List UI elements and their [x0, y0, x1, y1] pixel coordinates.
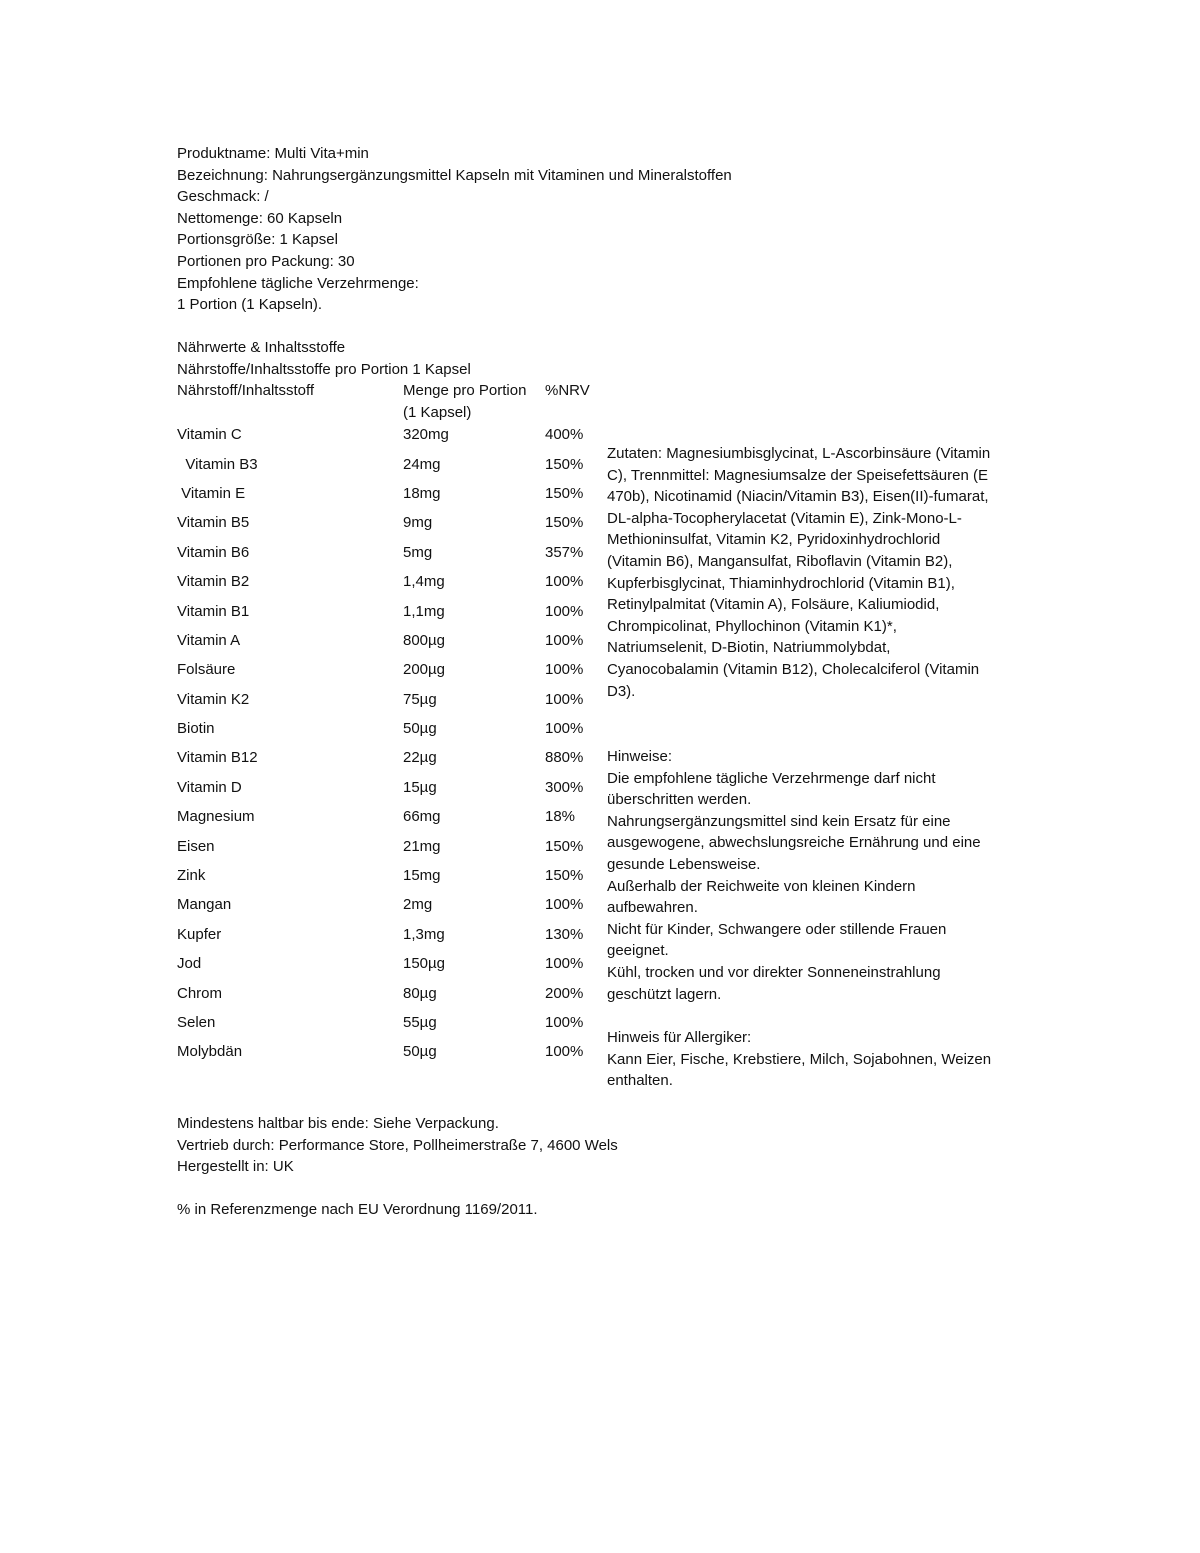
nutrient-row: [177, 512, 607, 541]
nutrient-amount: 18mg: [403, 484, 441, 502]
ingredients-line: D3).: [607, 682, 636, 700]
nutrient-nrv: 100%: [545, 720, 584, 738]
nutrient-row: [177, 747, 607, 776]
notes-line: Nicht für Kinder, Schwangere oder stillende Frauen: [607, 920, 947, 938]
nutrient-nrv: 150%: [545, 514, 584, 532]
ingredients-line: C), Trennmittel: Magnesiumsalze der Speisefettsäuren (E: [607, 466, 988, 484]
nutrient-name: Jod: [177, 955, 202, 973]
ingredients-line: Cyanocobalamin (Vitamin B12), Cholecalciferol (Vitamin: [607, 660, 980, 678]
nutrient-name: Vitamin B12: [177, 749, 258, 767]
column-header-amount-line1: Menge pro Portion: [403, 382, 527, 400]
nutrition-subtitle: Nährstoffe/Inhaltsstoffe pro Portion 1 Kapsel: [177, 360, 471, 378]
nutrient-nrv: 200%: [545, 984, 584, 1002]
nutrient-nrv: 880%: [545, 749, 584, 767]
nutrient-row: [177, 1041, 607, 1070]
nutrient-row: [177, 601, 607, 630]
ingredients-line: Retinylpalmitat (Vitamin A), Folsäure, Kaliumiodid,: [607, 596, 940, 614]
notes-line: ausgewogene, abwechslungsreiche Ernährung und eine: [607, 834, 981, 852]
nutrition-table-body: [177, 424, 607, 1071]
nutrient-name: Folsäure: [177, 661, 236, 679]
allergy-line: Kann Eier, Fische, Krebstiere, Milch, Sojabohnen, Weizen: [607, 1050, 992, 1068]
nutrient-name: Biotin: [177, 720, 215, 738]
recommended-intake-value: 1 Portion (1 Kapseln).: [177, 296, 323, 314]
footer-section: [177, 1113, 877, 1221]
flavor-line: Geschmack: /: [177, 188, 269, 206]
nutrient-name: Magnesium: [177, 808, 255, 826]
ingredients-line: Kupferbisglycinat, Thiaminhydrochlorid (Vitamin B1),: [607, 574, 955, 592]
ingredients-line: Zutaten: Magnesiumbisglycinat, L-Ascorbinsäure (Vitamin: [607, 445, 991, 462]
nutrient-nrv: 100%: [545, 955, 584, 973]
nutrient-nrv: 100%: [545, 602, 584, 620]
net-quantity-line: Nettomenge: 60 Kapseln: [177, 209, 343, 227]
footer-spacer: [177, 1178, 877, 1200]
nutrient-amount: 55µg: [403, 1014, 437, 1031]
nutrition-table-header: [177, 380, 607, 424]
nutrient-name: Vitamin B6: [177, 543, 250, 561]
nutrient-nrv: 150%: [545, 455, 584, 473]
nutrient-row: [177, 718, 607, 747]
nutrient-row: [177, 806, 607, 835]
column-header-amount-line2: (1 Kapsel): [403, 403, 472, 421]
notes-line: geschützt lagern.: [607, 985, 722, 1003]
notes-line: Außerhalb der Reichweite von kleinen Kindern: [607, 877, 916, 895]
nutrient-nrv: 150%: [545, 837, 584, 855]
allergy-section: [607, 1027, 1032, 1092]
nutrient-amount: 2mg: [403, 896, 433, 914]
nutrient-amount: 1,3mg: [403, 925, 445, 943]
nutrient-row: [177, 630, 607, 659]
nutrient-amount: 1,4mg: [403, 573, 445, 591]
nutrient-nrv: 300%: [545, 778, 584, 796]
serving-size-line: Portionsgröße: 1 Kapsel: [177, 231, 338, 249]
nutrient-name: Vitamin B3: [177, 455, 258, 473]
nutrient-nrv: 100%: [545, 631, 584, 649]
notes-line: aufbewahren.: [607, 899, 698, 917]
manufactured-in-line: Hergestellt in: UK: [177, 1158, 294, 1176]
nutrient-nrv: 18%: [545, 808, 576, 826]
notes-line: überschritten werden.: [607, 791, 752, 809]
nutrient-amount: 21mg: [403, 837, 441, 855]
nutrient-name: Vitamin B5: [177, 514, 250, 532]
product-name-line: Produktname: Multi Vita+min: [177, 145, 369, 162]
nutrient-name: Kupfer: [177, 925, 222, 943]
product-info: [177, 143, 877, 316]
notes-line: gesunde Lebensweise.: [607, 855, 761, 873]
ingredients-line: (Vitamin B6), Mangansulfat, Riboflavin (Vitamin B2),: [607, 552, 953, 570]
nutrient-name: Vitamin B2: [177, 573, 250, 591]
notes-title: Hinweise:: [607, 748, 673, 765]
nutrient-name: Molybdän: [177, 1043, 243, 1061]
notes-line: Kühl, trocken und vor direkter Sonneneinstrahlung: [607, 963, 941, 981]
nutrient-name: Vitamin D: [177, 778, 242, 796]
notes-line: geeignet.: [607, 942, 669, 960]
nutrient-amount: 66mg: [403, 808, 441, 826]
nutrient-nrv: 100%: [545, 1014, 584, 1031]
nutrient-row: [177, 777, 607, 806]
distributor-line: Vertrieb durch: Performance Store, Pollheimerstraße 7, 4600 Wels: [177, 1136, 618, 1154]
nutrient-nrv: 400%: [545, 426, 584, 444]
column-header-nrv: %NRV: [545, 382, 590, 400]
nutrient-row: [177, 424, 607, 453]
nutrient-nrv: 100%: [545, 573, 584, 591]
nutrient-row: [177, 454, 607, 483]
nutrient-row: [177, 571, 607, 600]
nutrient-nrv: 150%: [545, 867, 584, 885]
nutrient-amount: 200µg: [403, 661, 446, 679]
nutrient-amount: 75µg: [403, 690, 437, 708]
ingredients-line: 470b), Nicotinamid (Niacin/Vitamin B3), Eisen(II)-fumarat,: [607, 488, 989, 506]
recommended-intake-label: Empfohlene tägliche Verzehrmenge:: [177, 274, 419, 292]
nutrient-name: Vitamin K2: [177, 690, 250, 708]
nutrient-nrv: 150%: [545, 484, 584, 502]
ingredients-line: DL-alpha-Tocopherylacetat (Vitamin E), Zink-Mono-L-: [607, 509, 962, 527]
nutrient-amount: 5mg: [403, 543, 433, 561]
nutrient-name: Vitamin C: [177, 426, 242, 444]
nutrient-nrv: 357%: [545, 543, 584, 561]
nutrient-amount: 24mg: [403, 455, 441, 473]
ingredients-section: [607, 443, 1032, 702]
nutrient-name: Zink: [177, 867, 206, 885]
ingredients-line: Natriumselenit, D-Biotin, Natriummolybdat,: [607, 639, 891, 657]
notes-line: Nahrungsergänzungsmittel sind kein Ersatz für eine: [607, 812, 951, 830]
nutrient-amount: 9mg: [403, 514, 433, 532]
nutrient-name: Mangan: [177, 896, 232, 914]
nutrient-row: [177, 542, 607, 571]
ingredients-line: Methioninsulfat, Vitamin K2, Pyridoxinhydrochlorid: [607, 531, 941, 549]
nutrient-name: Vitamin B1: [177, 602, 250, 620]
nutrient-row: [177, 689, 607, 718]
nutrient-row: [177, 1012, 607, 1041]
nutrient-row: [177, 953, 607, 982]
nutrient-name: Vitamin E: [177, 484, 246, 502]
nutrient-nrv: 130%: [545, 925, 584, 943]
nutrient-row: [177, 836, 607, 865]
nutrient-amount: 50µg: [403, 1043, 437, 1061]
nutrient-amount: 320mg: [403, 426, 449, 444]
nutrient-amount: 1,1mg: [403, 602, 445, 620]
nutrient-nrv: 100%: [545, 896, 584, 914]
notes-section: [607, 746, 1032, 1005]
nutrient-row: [177, 865, 607, 894]
column-header-nutrient: Nährstoff/Inhaltsstoff: [177, 382, 315, 400]
nutrient-nrv: 100%: [545, 1043, 584, 1061]
best-before-line: Mindestens haltbar bis ende: Siehe Verpackung.: [177, 1115, 499, 1132]
nutrient-name: Chrom: [177, 984, 223, 1002]
nutrient-amount: 80µg: [403, 984, 437, 1002]
nutrient-name: Eisen: [177, 837, 215, 855]
nutrient-name: Vitamin A: [177, 631, 241, 649]
allergy-title: Hinweis für Allergiker:: [607, 1029, 752, 1046]
nutrient-amount: 50µg: [403, 720, 437, 738]
nutrient-nrv: 100%: [545, 690, 584, 708]
notes-line: Die empfohlene tägliche Verzehrmenge darf nicht: [607, 769, 936, 787]
nutrient-row: [177, 924, 607, 953]
nutrient-row: [177, 659, 607, 688]
nutrient-amount: 15µg: [403, 778, 437, 796]
ingredients-line: Chrompicolinat, Phyllochinon (Vitamin K1)*,: [607, 617, 897, 635]
reference-note: % in Referenzmenge nach EU Verordnung 1169/2011.: [177, 1201, 538, 1219]
nutrient-amount: 800µg: [403, 631, 446, 649]
nutrient-nrv: 100%: [545, 661, 584, 679]
allergy-line: enthalten.: [607, 1072, 673, 1090]
nutrient-name: Selen: [177, 1014, 216, 1031]
nutrient-row: [177, 983, 607, 1012]
nutrient-amount: 22µg: [403, 749, 437, 767]
nutrient-row: [177, 894, 607, 923]
designation-line: Bezeichnung: Nahrungsergänzungsmittel Kapseln mit Vitaminen und Mineralstoffen: [177, 166, 732, 184]
nutrient-amount: 150µg: [403, 955, 446, 973]
nutrition-section-title: Nährwerte & Inhaltsstoffe: [177, 339, 346, 356]
column-header-amount: [403, 380, 543, 423]
nutrition-section: [177, 337, 607, 1071]
nutrient-amount: 15mg: [403, 867, 441, 885]
nutrient-row: [177, 483, 607, 512]
servings-per-pack-line: Portionen pro Packung: 30: [177, 252, 355, 270]
